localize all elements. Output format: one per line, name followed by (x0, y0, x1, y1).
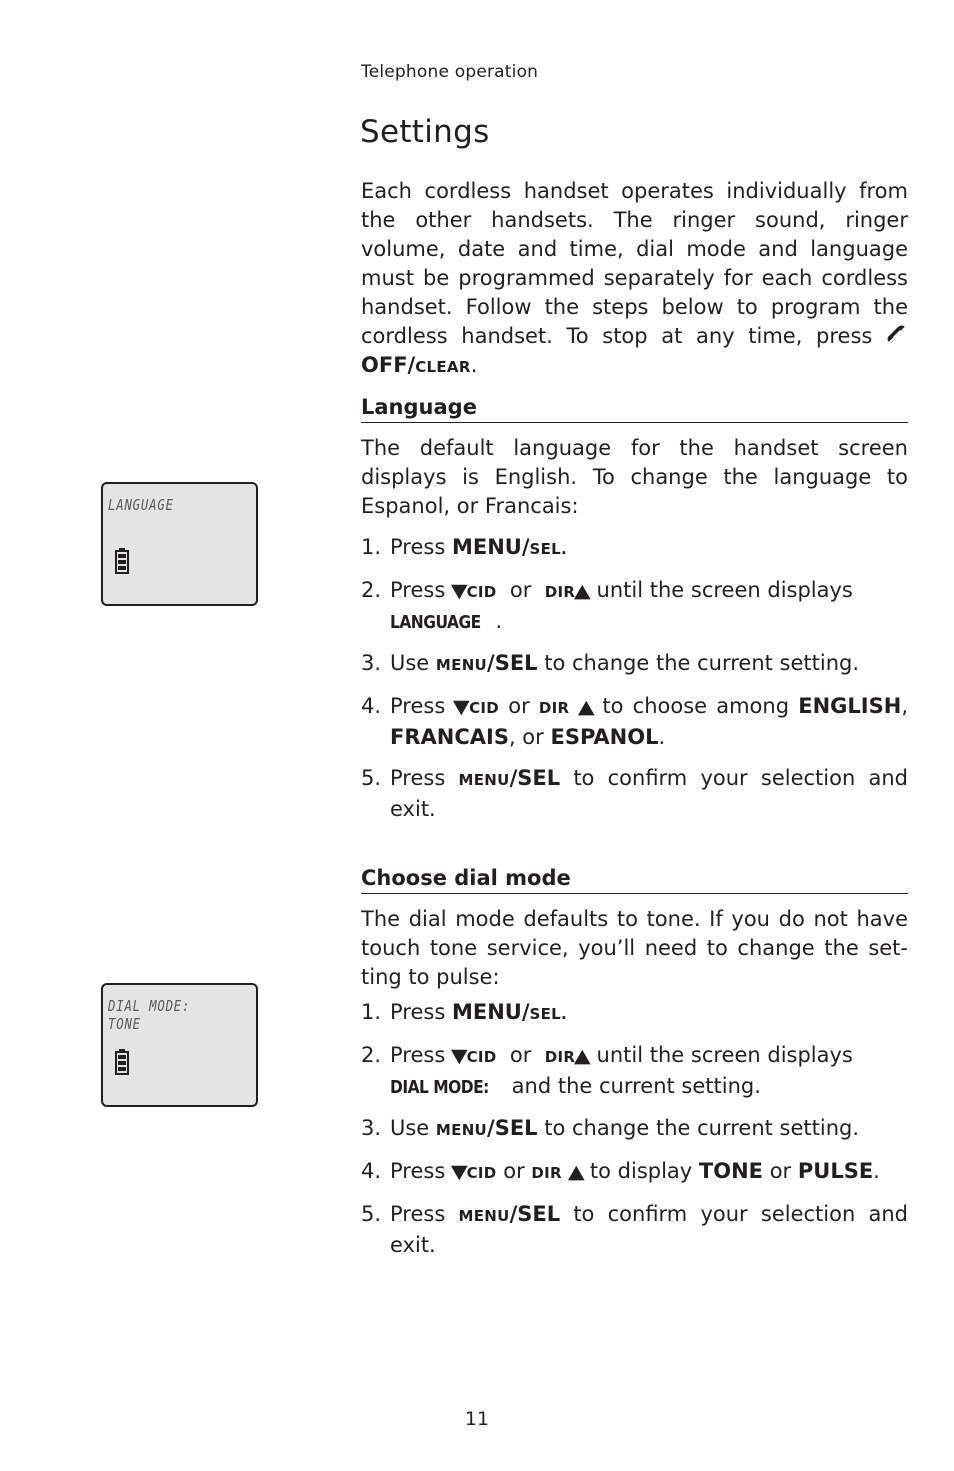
down-arrow-icon: ▼ (453, 696, 471, 718)
step-text: to choose among (602, 694, 790, 718)
language-heading: Language (361, 395, 908, 423)
step-text: to confirm your selection and exit. (390, 766, 908, 821)
list-item (361, 533, 908, 564)
menu-key: MENU/ (451, 535, 530, 559)
dial-mode-intro: The dial mode defaults to tone. If you do not have touch tone service, you’ll need to change the set-ting to pulse: (361, 907, 908, 989)
language-intro: The default language for the handset screen displays is English. To change the language to Espanol, or Francais: (361, 436, 908, 518)
step-number: 1. (361, 1000, 382, 1024)
step-number: 2. (361, 578, 382, 602)
step-text: Press (390, 1159, 446, 1183)
sel-key: /SEL (509, 1202, 561, 1226)
cid-key: CID (466, 1164, 497, 1182)
step-text: . (873, 1159, 880, 1183)
screen-text: DIAL MODE: (390, 1077, 489, 1098)
option-espanol: ESPANOL (550, 725, 659, 749)
off-key: OFF/ (361, 353, 416, 377)
option-tone: TONE (698, 1159, 764, 1183)
step-number: 1. (361, 535, 382, 559)
option-english: ENGLISH (798, 694, 902, 718)
menu-key: MENU (458, 1207, 510, 1225)
sel-key: /SEL (487, 651, 538, 675)
step-text: Press (390, 1043, 446, 1067)
down-arrow-icon: ▼ (450, 580, 468, 602)
intro-paragraph (361, 177, 908, 382)
dial-mode-lcd-text: DIAL MODE: TONE (108, 997, 191, 1033)
step-text: Press (390, 766, 446, 790)
step-number: 3. (361, 651, 382, 675)
option-francais: FRANCAIS (390, 725, 509, 749)
list-item (361, 576, 908, 637)
sel-key: /SEL (509, 766, 561, 790)
step-text: Press (390, 578, 446, 602)
dir-key: DIR (538, 699, 570, 717)
language-steps (361, 533, 908, 824)
step-text: Press (390, 1202, 446, 1226)
list-item (361, 1157, 908, 1188)
phone-off-icon (886, 324, 908, 348)
step-text: Press (390, 535, 446, 559)
step-text: or (503, 1159, 525, 1183)
step-number: 4. (361, 694, 382, 718)
list-item (361, 1041, 908, 1102)
clear-key: CLEAR (415, 358, 471, 376)
dial-mode-lcd-screen (101, 983, 258, 1107)
page-title: Settings (360, 114, 490, 150)
menu-key: MENU (458, 771, 510, 789)
sel-key: SEL. (529, 540, 568, 558)
menu-key: MENU (435, 656, 488, 674)
up-arrow-icon: ▲ (567, 1161, 585, 1183)
step-number: 5. (361, 766, 382, 790)
step-number: 2. (361, 1043, 382, 1067)
cid-key: CID (466, 583, 497, 601)
header-section-label: Telephone operation (361, 62, 539, 82)
dir-key: DIR (544, 1048, 576, 1066)
intro-text: Each cordless handset operates individually from the other handsets. The ringer sound, ringer volume, date and time, dial mode and language must be programmed separately for each cordless handset. Follow the steps below to program the cordless handset. To stop at any time, press (361, 179, 908, 348)
menu-key: MENU/ (451, 1000, 530, 1024)
step-text: . (658, 725, 666, 749)
step-text: . (495, 609, 503, 633)
up-arrow-icon: ▲ (574, 1045, 591, 1067)
menu-key: MENU (435, 1121, 488, 1139)
dir-key: DIR (544, 583, 576, 601)
list-item (361, 692, 908, 752)
list-item (361, 649, 908, 680)
step-text: Press (390, 694, 446, 718)
cid-key: CID (469, 699, 500, 717)
screen-text: LANGUAGE (390, 612, 481, 633)
language-lcd-screen (101, 482, 258, 606)
step-text: Use (390, 1116, 430, 1140)
down-arrow-icon: ▼ (450, 1161, 468, 1183)
dial-mode-heading: Choose dial mode (361, 866, 908, 894)
step-text: and the current setting. (511, 1074, 761, 1098)
up-arrow-icon: ▲ (577, 696, 595, 718)
step-text: or (509, 1043, 532, 1067)
list-item (361, 1200, 908, 1260)
step-text: Use (390, 651, 430, 675)
step-text: to confirm your selection and exit. (390, 1202, 908, 1257)
page-number: 11 (464, 1408, 490, 1430)
sel-key: /SEL (487, 1116, 538, 1140)
step-text: or (509, 578, 532, 602)
step-text: or (769, 1159, 792, 1183)
dial-mode-body (361, 905, 908, 1260)
step-number: 4. (361, 1159, 382, 1183)
list-item (361, 1114, 908, 1145)
dir-key: DIR (531, 1164, 562, 1182)
language-body (361, 434, 908, 824)
step-text: until the screen displays (596, 1043, 853, 1067)
list-item (361, 998, 908, 1029)
step-text: Press (390, 1000, 446, 1024)
step-text: until the screen displays (596, 578, 853, 602)
up-arrow-icon: ▲ (574, 580, 591, 602)
step-number: 3. (361, 1116, 382, 1140)
step-text: to change the current setting. (544, 651, 860, 675)
step-text: , or (508, 725, 544, 749)
battery-icon (115, 548, 129, 578)
step-text: to change the current setting. (544, 1116, 860, 1140)
down-arrow-icon: ▼ (450, 1045, 468, 1067)
list-item (361, 764, 908, 824)
step-text: or (508, 694, 530, 718)
step-text: to display (589, 1159, 693, 1183)
intro-end: . (470, 353, 478, 377)
cid-key: CID (466, 1048, 497, 1066)
step-number: 5. (361, 1202, 382, 1226)
sel-key: SEL. (529, 1005, 568, 1023)
option-pulse: PULSE (797, 1159, 874, 1183)
battery-icon (115, 1049, 129, 1079)
dial-mode-steps (361, 998, 908, 1260)
step-text: , (901, 694, 908, 718)
language-lcd-text: LANGUAGE (108, 496, 174, 514)
